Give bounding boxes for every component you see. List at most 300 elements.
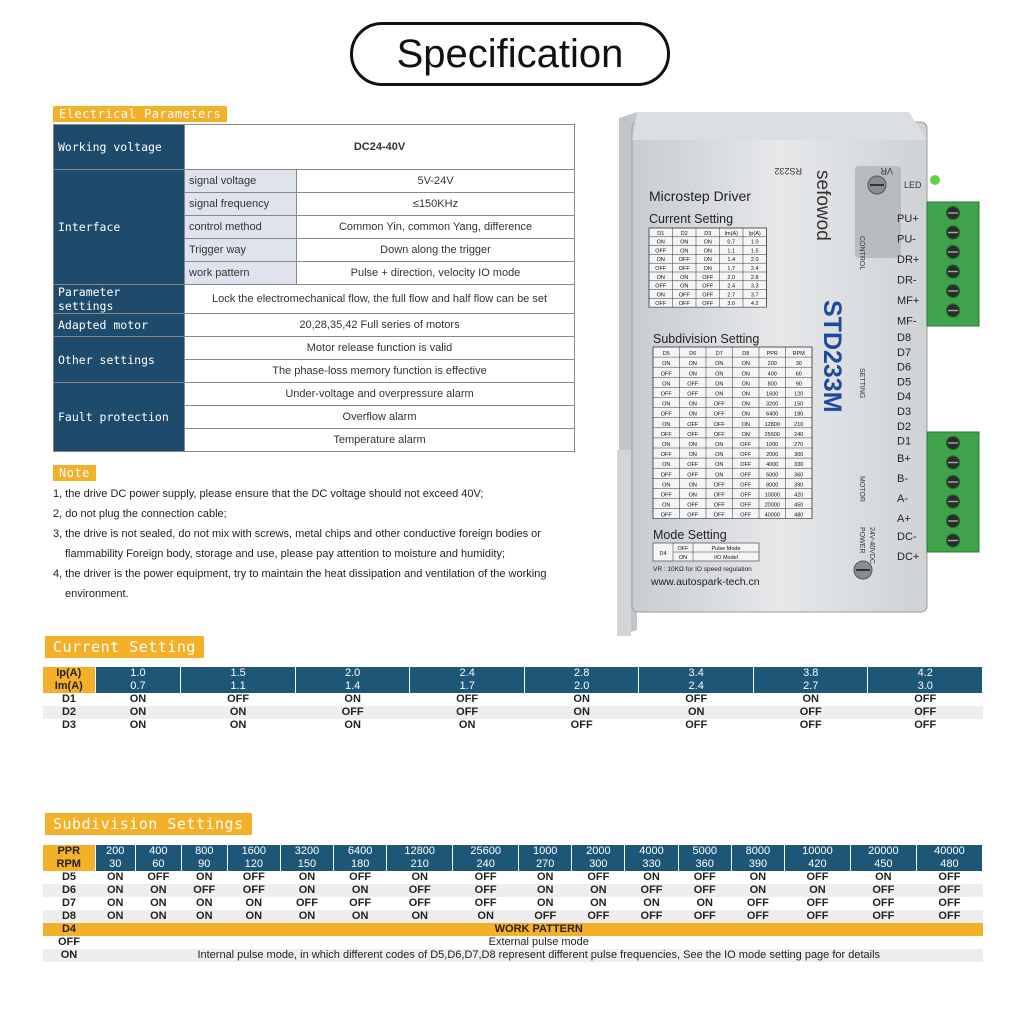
switch-value: ON <box>129 719 147 731</box>
vr-note: VR : 10KΩ for IO speed regulation <box>653 566 752 573</box>
mini-current-header: D3 <box>704 230 712 237</box>
row-label: PPR <box>43 845 95 858</box>
switch-value: ON <box>334 884 387 897</box>
current-setting-tag: Current Setting <box>45 636 204 658</box>
power-range-label: 24V-40VDC <box>868 527 875 564</box>
cell-value: Down along the trigger <box>297 239 575 262</box>
rpm-value: 270 <box>519 858 572 871</box>
mini-current-cell: ON <box>656 274 665 281</box>
device-subtitle: Microstep Driver <box>649 188 751 204</box>
electrical-parameters-tag: Electrical Parameters <box>53 106 227 122</box>
switch-value: ON <box>573 693 590 705</box>
mini-subdivision-header: D6 <box>689 351 697 358</box>
switch-value: OFF <box>806 871 829 883</box>
row-label: Adapted motor <box>54 314 185 337</box>
mini-subdivision-cell: OFF <box>687 462 699 469</box>
mini-current-cell: 3.7 <box>750 292 759 299</box>
mini-current-cell: ON <box>656 292 665 299</box>
rpm-value: 330 <box>625 858 678 871</box>
mini-current-cell: 1.7 <box>727 266 736 272</box>
mini-subdivision-cell: OFF <box>740 462 752 469</box>
switch-value: OFF <box>625 884 678 897</box>
switch-value: OFF <box>693 871 716 883</box>
cell-value: Under-voltage and overpressure alarm <box>185 383 575 406</box>
switch-value: ON <box>181 706 296 719</box>
terminal-label: D7 <box>897 346 912 359</box>
mini-subdivision-cell: ON <box>662 462 671 469</box>
rpm-value: 180 <box>334 858 387 871</box>
mini-subdivision-cell: 6400 <box>766 411 779 418</box>
terminal-label: DR+ <box>897 254 920 266</box>
switch-value: ON <box>524 706 639 719</box>
switch-value: ON <box>181 910 227 923</box>
ppr-value: 1600 <box>227 845 280 858</box>
mini-mode-cell: OFF <box>677 546 689 552</box>
switch-value: ON <box>639 706 754 719</box>
mini-subdivision-cell: 20000 <box>764 502 780 509</box>
mini-subdivision-cell: ON <box>715 371 724 378</box>
ip-value: 1.0 <box>95 667 181 680</box>
switch-value: OFF <box>570 719 593 731</box>
mini-subdivision-cell: ON <box>741 371 750 378</box>
rpm-value: 360 <box>678 858 731 871</box>
external-pulse-mode: External pulse mode <box>488 936 589 948</box>
mini-subdivision-cell: OFF <box>660 391 672 398</box>
mini-subdivision-cell: OFF <box>660 371 672 378</box>
terminal-label: A- <box>897 493 908 505</box>
mini-subdivision-cell: ON <box>741 411 750 418</box>
mini-current-cell: 2.4 <box>727 283 736 290</box>
terminal-label: MF+ <box>897 295 920 307</box>
mini-subdivision-cell: 1600 <box>766 391 779 398</box>
mini-current-cell: 2.0 <box>750 257 759 264</box>
switch-value: OFF <box>625 910 678 923</box>
switch-value: OFF <box>242 871 265 883</box>
mini-subdivision-header: D8 <box>742 351 750 358</box>
switch-value: ON <box>749 871 767 883</box>
ip-value: 3.4 <box>639 667 754 680</box>
device-current-table <box>649 228 767 307</box>
on-row <box>43 949 983 962</box>
ppr-value: 25600 <box>453 845 519 858</box>
mini-subdivision-cell: OFF <box>740 472 752 479</box>
switch-value: OFF <box>914 693 937 705</box>
terminal-label: D5 <box>897 376 912 389</box>
row-label: OFF <box>58 936 80 948</box>
mini-subdivision-cell: ON <box>662 442 671 448</box>
mini-subdivision-cell: 450 <box>794 502 804 509</box>
switch-value: OFF <box>850 884 916 897</box>
mini-current-cell: OFF <box>678 292 690 299</box>
mini-subdivision-cell: ON <box>715 391 724 398</box>
mini-subdivision-cell: OFF <box>740 482 752 489</box>
mini-subdivision-cell: 25600 <box>764 431 780 438</box>
mini-current-cell: 0.7 <box>727 239 736 246</box>
mini-subdivision-cell: 5000 <box>766 472 779 479</box>
mini-subdivision-cell: 180 <box>794 411 804 418</box>
mini-subdivision-cell: OFF <box>660 492 672 499</box>
mini-current-cell: ON <box>680 239 689 246</box>
mini-current-cell: ON <box>703 257 712 264</box>
terminal-label: D6 <box>897 361 912 374</box>
switch-value: ON <box>334 910 387 923</box>
cell-value: Pulse + direction, velocity IO mode <box>297 262 575 285</box>
ppr-value: 2000 <box>572 845 625 858</box>
im-value: 2.4 <box>639 680 754 693</box>
mini-subdivision-cell: OFF <box>713 492 725 499</box>
mini-subdivision-cell: ON <box>688 401 697 408</box>
vr-label: VR <box>880 166 893 176</box>
mini-subdivision-cell: ON <box>662 381 671 388</box>
switch-value: OFF <box>685 719 708 731</box>
terminal-label: DC- <box>897 531 917 543</box>
mini-current-cell: OFF <box>678 257 690 264</box>
switch-value: OFF <box>349 897 372 909</box>
switch-value: OFF <box>746 897 769 909</box>
rpm-value: 300 <box>572 858 625 871</box>
row-label: Parameter settings <box>54 285 185 314</box>
mini-subdivision-cell: OFF <box>713 482 725 489</box>
rpm-value: 150 <box>280 858 333 871</box>
driver-product-image <box>617 110 989 638</box>
switch-value: ON <box>229 719 247 731</box>
mini-subdivision-cell: ON <box>688 411 697 418</box>
ppr-value: 800 <box>181 845 227 858</box>
mini-subdivision-cell: 200 <box>767 361 777 368</box>
terminal-label: B- <box>897 473 908 485</box>
switch-value: ON <box>696 897 713 909</box>
switch-value: OFF <box>678 884 731 897</box>
mini-subdivision-cell: 8000 <box>766 482 779 489</box>
switch-value: ON <box>536 871 554 883</box>
device-mode-table <box>653 543 759 561</box>
page-title: Specification <box>396 31 624 76</box>
ip-value: 2.4 <box>410 667 525 680</box>
mini-current-cell: OFF <box>655 301 667 308</box>
row-label: D1 <box>61 693 77 705</box>
mini-subdivision-cell: OFF <box>687 512 699 519</box>
mini-current-header: Im(A) <box>724 230 738 237</box>
switch-value: OFF <box>227 693 250 705</box>
mini-current-header: D1 <box>657 230 665 237</box>
im-row <box>43 680 983 693</box>
d2-row <box>43 706 983 719</box>
mini-subdivision-cell: 4000 <box>766 462 779 469</box>
row-label: Interface <box>54 170 185 285</box>
mini-current-cell: OFF <box>702 274 714 281</box>
rpm-value: 60 <box>135 858 181 871</box>
switch-value: ON <box>298 871 316 883</box>
working-voltage-value: DC24-40V <box>185 125 575 170</box>
mini-subdivision-cell: ON <box>662 502 671 509</box>
off-row <box>43 936 983 949</box>
cell-value: The phase-loss memory function is effective <box>185 360 575 383</box>
mini-subdivision-cell: OFF <box>660 512 672 519</box>
switch-value: OFF <box>453 884 519 897</box>
mini-current-cell: ON <box>703 239 712 246</box>
device-subdivision-table <box>653 347 812 519</box>
mini-current-cell: ON <box>703 266 712 272</box>
switch-value: OFF <box>349 871 372 883</box>
mini-subdivision-cell: ON <box>688 361 697 368</box>
switch-value: OFF <box>872 897 895 909</box>
mini-subdivision-cell: 40000 <box>764 512 780 519</box>
im-value: 0.7 <box>95 680 181 693</box>
switch-value: OFF <box>295 706 410 719</box>
switch-value: OFF <box>519 910 572 923</box>
mini-subdivision-cell: 390 <box>794 482 804 489</box>
switch-value: ON <box>344 693 361 705</box>
cell-value: 20,28,35,42 Full series of motors <box>185 314 575 337</box>
rpm-value: 480 <box>916 858 982 871</box>
mini-subdivision-cell: OFF <box>740 452 752 459</box>
ppr-value: 40000 <box>916 845 982 858</box>
switch-value: OFF <box>678 910 731 923</box>
mini-subdivision-header: RPM <box>792 351 805 358</box>
switch-value: OFF <box>806 897 829 909</box>
im-value: 3.0 <box>868 680 983 693</box>
mini-subdivision-cell: OFF <box>740 512 752 519</box>
ip-value: 1.5 <box>181 667 296 680</box>
ip-value: 3.8 <box>753 667 868 680</box>
rpm-row <box>43 858 983 871</box>
switch-value: OFF <box>916 884 982 897</box>
switch-value: ON <box>802 693 819 705</box>
row-label: RPM <box>43 858 95 871</box>
d8-row <box>43 910 983 923</box>
terminal-label: MF- <box>897 315 917 328</box>
mini-subdivision-cell: ON <box>741 421 750 428</box>
ppr-row <box>43 845 983 858</box>
mini-current-cell: 2.8 <box>750 274 759 281</box>
mini-subdivision-cell: OFF <box>740 442 752 448</box>
mini-subdivision-cell: OFF <box>687 391 699 398</box>
note-item: 3, the drive is not sealed, do not mix with screws, metal chips and other conductive foreign bodies or <box>53 528 541 540</box>
mini-subdivision-cell: 150 <box>794 401 804 408</box>
mini-current-cell: ON <box>703 248 712 255</box>
mini-subdivision-cell: 270 <box>794 442 804 448</box>
mini-subdivision-cell: ON <box>741 391 750 398</box>
mini-subdivision-cell: OFF <box>660 411 672 418</box>
mini-mode-cell: ON <box>678 555 688 561</box>
mini-subdivision-cell: OFF <box>687 381 699 388</box>
mini-subdivision-cell: ON <box>715 381 724 388</box>
im-value: 2.7 <box>753 680 868 693</box>
sub-label: Trigger way <box>185 239 297 262</box>
mini-subdivision-header: PPR <box>766 351 778 358</box>
row-label: Im(A) <box>43 680 95 693</box>
switch-value: OFF <box>456 693 479 705</box>
sub-label: work pattern <box>185 262 297 285</box>
switch-value: ON <box>411 871 428 883</box>
d7-row <box>43 897 983 910</box>
switch-value: OFF <box>938 897 961 909</box>
table-row <box>54 125 575 170</box>
cell-value: ≤150KHz <box>297 193 575 216</box>
ip-value: 4.2 <box>868 667 983 680</box>
switch-value: OFF <box>474 871 497 883</box>
switch-value: ON <box>196 897 213 909</box>
mini-subdivision-cell: ON <box>715 472 724 479</box>
mini-current-cell: 3.3 <box>750 283 759 290</box>
switch-value: ON <box>572 884 625 897</box>
mini-subdivision-cell: ON <box>715 462 724 469</box>
switch-value: ON <box>458 719 476 731</box>
sub-label: control method <box>185 216 297 239</box>
terminal-label: PU+ <box>897 213 919 225</box>
mini-current-cell: ON <box>656 239 665 246</box>
switch-value: ON <box>95 706 181 719</box>
table-row <box>54 337 575 360</box>
rpm-value: 30 <box>95 858 135 871</box>
mini-current-cell: 2.4 <box>750 266 759 272</box>
switch-value: OFF <box>916 910 982 923</box>
mini-subdivision-cell: 90 <box>795 381 802 388</box>
mini-current-cell: OFF <box>655 283 667 290</box>
internal-pulse-mode: Internal pulse mode, in which different codes of D5,D6,D7,D8 represent different pulse frequencies, See the IO mode setting page for details <box>95 949 983 962</box>
mini-subdivision-cell: OFF <box>713 431 725 438</box>
terminal-label: DC+ <box>897 551 920 563</box>
table-row <box>54 285 575 314</box>
rpm-value: 420 <box>784 858 850 871</box>
subdivision-settings-table <box>43 845 983 962</box>
terminal-label: DR- <box>897 274 917 287</box>
table-row <box>54 314 575 337</box>
mini-current-cell: ON <box>680 283 689 290</box>
mini-subdivision-cell: 300 <box>794 452 804 459</box>
ip-value: 2.0 <box>295 667 410 680</box>
switch-value: OFF <box>410 706 525 719</box>
switch-value: ON <box>344 719 361 731</box>
power-section-label: POWER <box>858 527 865 554</box>
switch-value: ON <box>875 871 892 883</box>
motor-section-label: MOTOR <box>858 476 865 502</box>
switch-value: OFF <box>799 719 822 731</box>
ppr-value: 3200 <box>280 845 333 858</box>
electrical-parameters-table <box>53 124 575 452</box>
mini-current-cell: 2.7 <box>727 292 736 299</box>
switch-value: OFF <box>850 910 916 923</box>
mini-subdivision-cell: OFF <box>713 512 725 519</box>
note-item: 4, the driver is the power equipment, try to maintain the heat dissipation and ventilation of the working <box>53 568 547 580</box>
mini-subdivision-cell: ON <box>741 361 750 368</box>
mini-subdivision-cell: OFF <box>660 472 672 479</box>
mini-subdivision-header: D7 <box>715 351 723 358</box>
control-section-label: CONTROL <box>858 236 865 271</box>
mini-current-cell: ON <box>656 257 665 264</box>
rpm-value: 90 <box>181 858 227 871</box>
terminal-label: D2 <box>897 420 912 433</box>
switch-value: OFF <box>387 884 453 897</box>
mini-current-cell: 1.1 <box>727 248 736 255</box>
mini-subdivision-cell: ON <box>688 442 697 448</box>
page-title-pill <box>350 22 670 86</box>
table-row <box>54 383 575 406</box>
mini-subdivision-cell: OFF <box>660 452 672 459</box>
brand-logo: sefowod <box>812 170 833 241</box>
mini-subdivision-cell: OFF <box>687 472 699 479</box>
rpm-value: 390 <box>731 858 784 871</box>
mini-subdivision-cell: ON <box>688 452 697 459</box>
mini-subdivision-cell: OFF <box>713 411 725 418</box>
switch-value: OFF <box>868 706 983 719</box>
note-item: 1, the drive DC power supply, please ensure that the DC voltage should not exceed 40V; <box>53 488 484 500</box>
led-icon <box>930 175 940 185</box>
mini-current-cell: 1.5 <box>750 248 759 255</box>
cell-value: Overflow alarm <box>185 406 575 429</box>
switch-value: ON <box>150 897 167 909</box>
mini-subdivision-cell: OFF <box>687 431 699 438</box>
mini-subdivision-cell: ON <box>662 482 671 489</box>
current-setting-table <box>43 667 983 732</box>
mini-subdivision-cell: 12800 <box>764 421 780 428</box>
im-value: 1.1 <box>181 680 296 693</box>
model-label: STD233M <box>818 300 846 413</box>
ppr-value: 20000 <box>850 845 916 858</box>
switch-value: ON <box>536 897 554 909</box>
mini-subdivision-cell: 210 <box>794 421 804 428</box>
cell-value: Lock the electromechanical flow, the full flow and half flow can be set <box>185 285 575 314</box>
row-label: Fault protection <box>54 383 185 452</box>
switch-value: ON <box>280 884 333 897</box>
mini-mode-cell: I/O Model <box>714 555 738 561</box>
note-item: flammability Foreign body, storage and use, please pay attention to moisture and humidity; <box>65 548 506 560</box>
row-label: D8 <box>43 910 95 923</box>
mini-subdivision-cell: ON <box>662 401 671 408</box>
im-value: 1.4 <box>295 680 410 693</box>
mini-subdivision-cell: OFF <box>713 421 725 428</box>
mini-subdivision-cell: OFF <box>740 492 752 499</box>
led-label: LED <box>904 180 922 190</box>
switch-value: ON <box>280 910 333 923</box>
mini-subdivision-cell: ON <box>715 442 724 448</box>
row-label: D3 <box>61 719 77 731</box>
mini-subdivision-cell: 30 <box>795 361 802 368</box>
im-value: 1.7 <box>410 680 525 693</box>
mini-subdivision-cell: OFF <box>713 401 725 408</box>
mini-subdivision-header: D5 <box>662 351 670 358</box>
rpm-value: 120 <box>227 858 280 871</box>
mini-subdivision-cell: OFF <box>660 431 672 438</box>
switch-value: ON <box>106 871 124 883</box>
mini-current-cell: ON <box>680 274 689 281</box>
terminal-label: D3 <box>897 406 912 418</box>
terminal-label: PU- <box>897 233 916 246</box>
switch-value: OFF <box>938 871 961 883</box>
switch-value: ON <box>135 884 181 897</box>
mini-current-header: D2 <box>680 230 688 237</box>
device-subdivision-setting-title: Subdivision Setting <box>653 332 760 346</box>
mini-current-cell: OFF <box>702 301 714 308</box>
device-mode-setting-title: Mode Setting <box>653 528 727 542</box>
switch-value: ON <box>643 897 660 909</box>
mini-current-cell: 4.2 <box>750 301 759 308</box>
mini-current-cell: OFF <box>655 266 667 272</box>
row-label: D2 <box>43 706 95 719</box>
switch-value: OFF <box>474 897 497 909</box>
note-list <box>53 484 583 604</box>
switch-value: ON <box>590 897 607 909</box>
table-row <box>54 170 575 193</box>
d3-row <box>43 719 983 732</box>
mini-subdivision-cell: ON <box>715 452 724 459</box>
rpm-value: 240 <box>453 858 519 871</box>
mini-subdivision-cell: 3200 <box>766 401 779 408</box>
switch-value: OFF <box>784 910 850 923</box>
im-value: 2.0 <box>524 680 639 693</box>
ip-row <box>43 667 983 680</box>
switch-value: OFF <box>914 719 937 731</box>
